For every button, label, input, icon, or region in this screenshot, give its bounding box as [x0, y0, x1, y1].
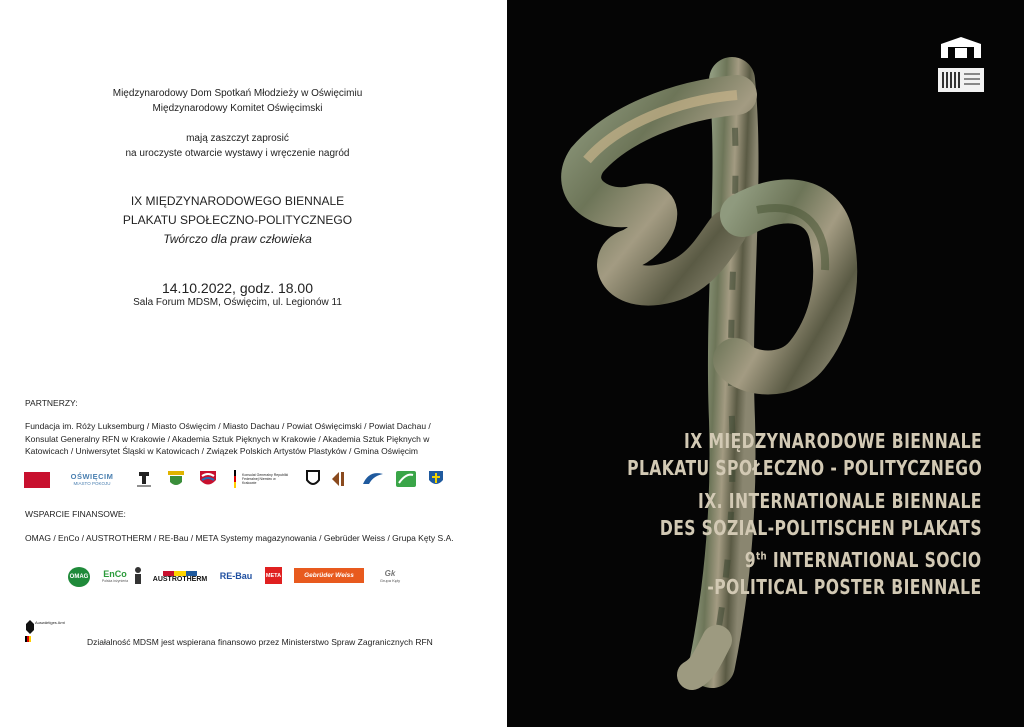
gmina-crest-icon — [428, 470, 444, 488]
event-date: 14.10.2022, godz. 18.00 — [161, 280, 314, 296]
konsulat-logo-text: Konsulat Generalny Republiki Federalnej Niemiec w Krakowie — [242, 473, 289, 485]
shield-icon — [306, 470, 320, 488]
poster-title-pl-2: PLAKATU SPOŁECZNO - POLITYCZNEGO — [627, 456, 982, 480]
partners-list: Fundacja im. Róży Luksemburg / Miasto Oświęcim / Miasto Dachau / Powiat Oświęcimski / Powiat Dachau / Konsulat Generalny RFN w Krakowie / Akademia Sztuk Pięknych w Krakowie / Akademia Sztuk Pięknych w Katowicach / Uniwersytet Śląski w Katowicach / Związek Polskich Artystów Plastyków / Gmina Oświęcim — [25, 421, 431, 456]
omag-logo: OMAG — [68, 567, 90, 587]
enco-figure-icon — [132, 566, 144, 586]
sponsors-label: WSPARCIE FINANSOWE: — [25, 509, 126, 519]
invite-line-1: mają zaszczyt zaprosić — [186, 133, 289, 144]
dachau-district-crest-icon — [198, 469, 218, 489]
mdsm-logo-icon — [938, 34, 984, 60]
event-subtitle: Twórczo dla praw człowieka — [163, 232, 312, 246]
mkm-logo-icon — [938, 68, 984, 92]
german-eagle-icon — [25, 618, 35, 642]
person-icon — [132, 566, 144, 586]
event-title-1: IX MIĘDZYNARODOWEGO BIENNALE — [130, 194, 345, 208]
auswaertiges-amt-logo — [25, 618, 95, 642]
rebau-logo: RE-Bau — [219, 571, 253, 581]
grupa-kety-logo-text: Gk — [384, 569, 396, 578]
poster-title-en-2: -POLITICAL POSTER BIENNALE — [707, 575, 982, 599]
oswiecim-logo — [62, 471, 122, 487]
austrotherm-logo-text: AUSTROTHERM — [153, 576, 207, 583]
poster-title-en-1 — [745, 548, 982, 572]
invitation-panel — [0, 0, 507, 727]
poster-panel — [507, 0, 1024, 727]
event-title-2: PLAKATU SPOŁECZNO-POLITYCZNEGO — [122, 213, 353, 227]
grupa-kety-logo-subtext: Grupa Kęty — [379, 578, 401, 583]
poster-title-en-1-text: INTERNATIONAL SOCIO — [773, 548, 982, 572]
gmina-oswiecim-logo — [428, 470, 444, 488]
organizer-line-1: Międzynarodowy Dom Spotkań Młodzieży w Oświęcimiu — [112, 88, 363, 99]
auswaertiges-amt-text: Auswärtiges Amt — [35, 620, 65, 625]
austrotherm-logo — [153, 568, 207, 586]
us-mark-icon — [362, 471, 384, 487]
enco-logo-subtext: Polska inżynieria — [101, 579, 129, 583]
oswiecim-logo-text: OŚWIĘCIM — [70, 472, 114, 481]
grupa-kety-logo — [376, 566, 404, 586]
asp-katowice-mark-icon — [330, 470, 346, 488]
konsulat-logo — [234, 469, 294, 489]
dachau-crest-icon — [136, 470, 152, 488]
partners-label: PARTNERZY: — [25, 398, 78, 408]
oswiecim-logo-subtext: MIASTO POKOJU — [73, 481, 111, 486]
twisted-fabric-sculpture-image — [507, 0, 1024, 727]
asp-krakow-logo — [306, 470, 320, 488]
organizer-line-2: Międzynarodowy Komitet Oświęcimski — [152, 103, 323, 114]
poster-title-en-number: 9 — [745, 548, 757, 572]
poster-title-en-suffix: th — [756, 549, 768, 563]
gebruder-weiss-logo: Gebrüder Weiss — [294, 568, 364, 583]
meta-logo: META — [265, 567, 282, 584]
poster-title-de-1: IX. INTERNATIONALE BIENNALE — [698, 489, 982, 513]
enco-logo — [100, 566, 130, 586]
poster-title-pl-1: IX MIĘDZYNARODOWE BIENNALE — [684, 429, 982, 453]
event-venue: Sala Forum MDSM, Oświęcim, ul. Legionów 11 — [133, 297, 342, 308]
rosa-luxemburg-logo — [24, 472, 50, 488]
german-flag-icon — [234, 470, 242, 488]
powiat-oswiecimski-logo — [166, 470, 186, 488]
zpap-mark-icon — [396, 471, 416, 487]
asp-katowice-logo — [330, 470, 346, 488]
poster-title-de-2: DES SOZIAL-POLITISCHEN PLAKATS — [659, 516, 982, 540]
sponsors-list: OMAG / EnCo / AUSTROTHERM / RE-Bau / META Systemy magazynowania / Gebrüder Weiss / Grupa Kęty S.A. — [25, 533, 454, 543]
enco-logo-text: EnCo — [103, 569, 127, 579]
invite-line-2: na uroczyste otwarcie wystawy i wręczenie nagród — [125, 148, 350, 159]
uniwersytet-slaski-logo — [362, 471, 384, 487]
dachau-logo — [136, 470, 152, 488]
ministry-support-note: Działalność MDSM jest wspierana finansowo przez Ministerstwo Spraw Zagranicznych RFN — [87, 637, 433, 647]
powiat-crest-icon — [166, 470, 186, 488]
powiat-dachau-logo — [198, 469, 218, 489]
zpap-logo — [396, 471, 416, 487]
